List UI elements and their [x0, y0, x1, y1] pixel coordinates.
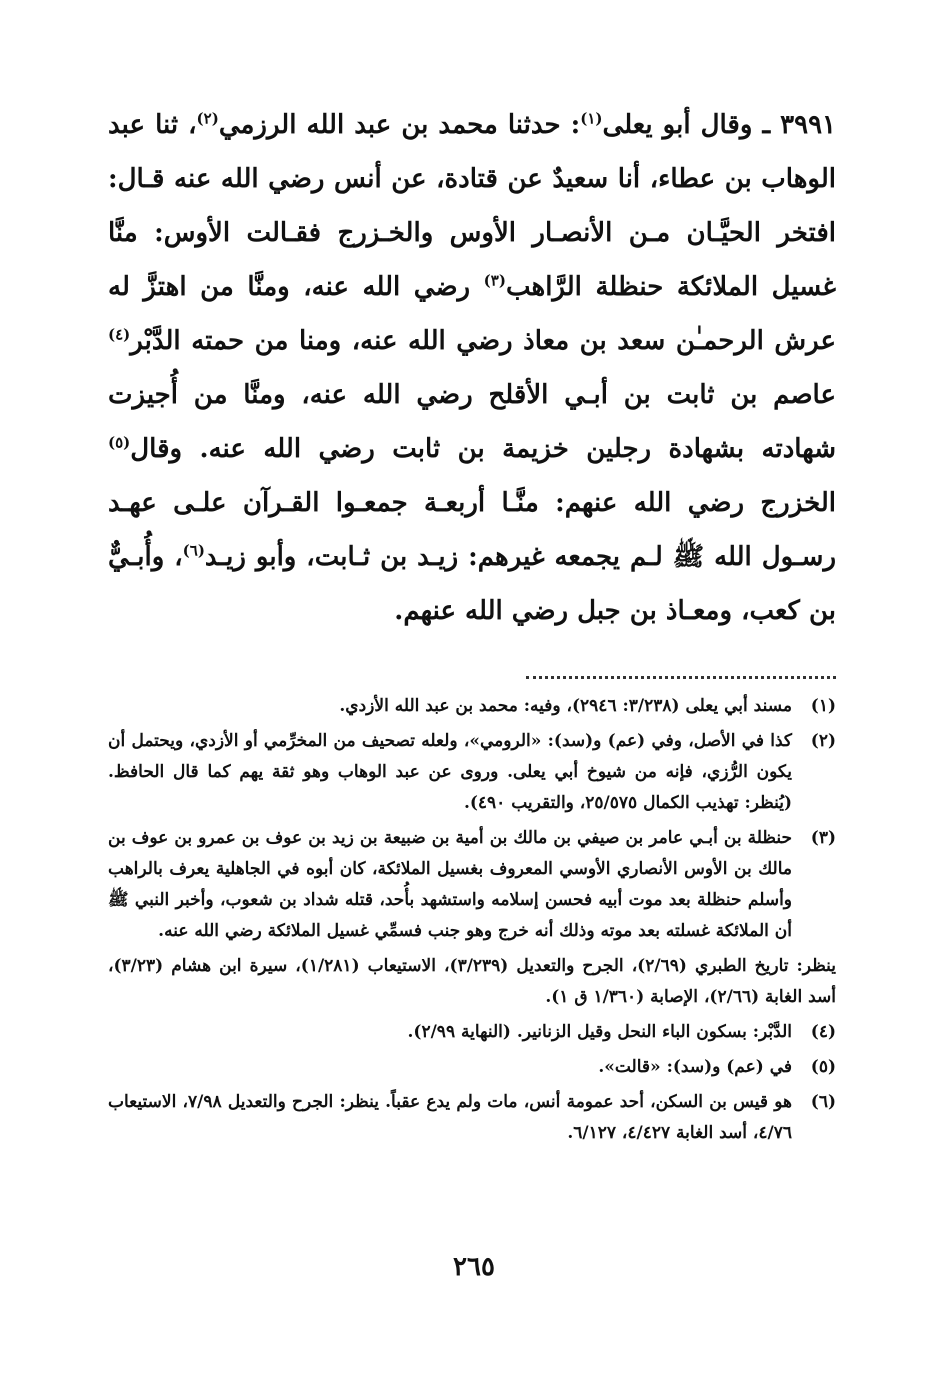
footnote-text: حنظلة بن أبـي عامر بن صيفي بن مالك بن أمية بن ضبيعة بن زيد بن عوف بن عمرو بن عوف بن مالك بن الأوس الأنصاري الأوسي المعروف بغسيل الملائكة، كان أبوه في الجاهلية يعرف بالراهب وأسلم حنظلة بعد موت أبيه فحسن إسلامه واستشهد بأُحد، قتله شداد بن شعوب، وأخبر النبي ﷺ أن الملائكة غسلته بعد موته وذلك أنه خرج وهو جنب فسمِّي غسيل الملائكة رضي الله عنه. — [108, 828, 792, 941]
footnote-item — [108, 1087, 836, 1149]
footnote-ref: (٢) — [196, 109, 219, 128]
hadith-segment: ، وأُبـيٌّ بن كعب، ومعـاذ بن جبل رضي الله عنهم. — [108, 542, 836, 626]
footnote-number: (٤) — [810, 1022, 836, 1042]
footnote-references: ينظر: تاريخ الطبري (٢/٦٩)، الجرح والتعديل (٣/٢٣٩)، الاستيعاب (١/٢٨١)، سيرة ابن هشام (٣/٢٣)، أسد الغابة (٢/٦٦)، الإصابة (١/٣٦٠ ق ١). — [108, 956, 836, 1007]
footnote-ref: (٦) — [182, 541, 205, 560]
footnote-ref: (٥) — [108, 433, 131, 452]
footnote-number: (٦) — [810, 1092, 836, 1112]
hadith-segment: ـ وقال أبو يعلى — [602, 110, 781, 140]
footnote-item — [108, 1052, 836, 1083]
footnote-number: (٥) — [810, 1057, 836, 1077]
footnote-ref: (١) — [580, 109, 603, 128]
hadith-segment: ، ثنا عبد الوهاب بن عطاء، أنا سعيدٌ عن قتادة، عن أنس رضي الله عنه قـال: افتخر الحيَّـان مـن الأنصـار الأوس والخـزرج فقـالت الأوس: منَّا غسيل الملائكة حنظلة الرَّاهب — [108, 110, 836, 302]
hadith-number: ٣٩٩١ — [780, 110, 836, 140]
footnote-divider — [526, 676, 836, 679]
footnotes — [108, 691, 836, 1149]
hadith-segment: الخزرج رضي الله عنهم: منَّـا أربعـة جمعـوا القـرآن علـى عهـد رسـول الله ﷺ لـم يجمعه غيرهم: زيـد بن ثـابت، وأبو زيـد — [108, 488, 836, 572]
hadith-segment: : حدثنا محمد بن عبد الله الرزمي — [218, 110, 581, 140]
footnote-text: الدَّبْر: بسكون الباء النحل وقيل الزنانير. (النهاية ٢/٩٩). — [407, 1022, 792, 1042]
hadith-paragraph — [108, 98, 836, 638]
footnote-item — [108, 726, 836, 819]
footnote-number: (١) — [810, 696, 836, 716]
footnote-text: هو قيس بن السكن، أحد عمومة أنس، مات ولم يدع عقباً. ينظر: الجرح والتعديل ٧/٩٨، الاستيعاب ٤/٧٦، أسد الغابة ٤/٤٢٧، ٦/١٢٧. — [108, 1092, 793, 1143]
footnote-item — [108, 1017, 836, 1048]
hadith-segment: عاصم بن ثابت بن أبـي الأقلح رضي الله عنه، ومنَّا من أُجيزت شهادته بشهادة رجلين خزيمة بن ثابت رضي الله عنه. وقال — [108, 380, 836, 464]
footnote-text: مسند أبي يعلى (٣/٢٣٨: ٢٩٤٦)، وفيه: محمد بن عبد الله الأزدي. — [339, 696, 792, 716]
footnote-item — [108, 691, 836, 722]
hadith-segment: رضي الله عنه، ومنَّا من اهتزَّ له عرش الرحمـٰن سعد بن معاذ رضي الله عنه، ومنا من حمته الدَّبْر — [108, 272, 836, 356]
footnote-text: في (عم) و(سد): «قالت». — [598, 1057, 792, 1077]
footnote-text: كذا في الأصل، وفي (عم) و(سد): «الرومي»، ولعله تصحيف من المخرِّمي أو الأزدي، ويحتمل أن يكون الرُّزي، فإنه من شيوخ أبي يعلى. وروى عن عبد الوهاب وهو ثقة يهم كما قال الحافظ. (يُنظر: تهذيب الكمال ٢٥/٥٧٥، والتقريب ٤٩٠). — [108, 731, 792, 813]
page-number: ٢٦٥ — [453, 1252, 495, 1282]
footnote-ref: (٣) — [483, 271, 506, 290]
footnote-number: (٣) — [810, 828, 836, 848]
footnote-number: (٢) — [810, 731, 836, 751]
footnote-ref: (٤) — [108, 325, 131, 344]
footnote-item — [108, 823, 836, 947]
